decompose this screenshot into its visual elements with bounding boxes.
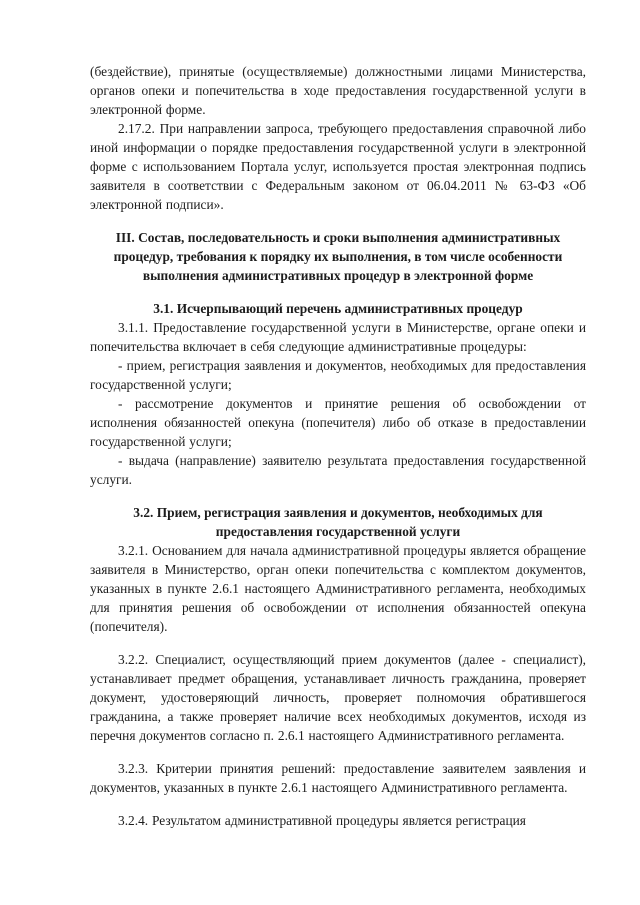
list-item-3: - выдача (направление) заявителю результата предоставления государственной услуги.: [90, 453, 586, 487]
paragraph-3-2-2: 3.2.2. Специалист, осуществляющий прием документов (далее - специалист), устанавливает предмет обращения, устанавливает личность гражданина, проверяет документ, удостоверяющий личность, проверяет полномочия обратившегося гражданина, а также проверяет наличие всех необходимых документов, исходя из перечня документов согласно п. 2.6.1 настоящего Административного регламента.: [90, 652, 586, 743]
paragraph-3-2-3: 3.2.3. Критерии принятия решений: предоставление заявителем заявления и документов, указанных в пункте 2.6.1 настоящего Административного регламента.: [90, 761, 586, 795]
section-heading-3: III. Состав, последовательность и сроки выполнения административных процедур, требования к порядку их выполнения, в том числе особенности выполнения административных процедур в электронной форме: [113, 230, 563, 283]
spacer: [90, 745, 586, 759]
heading-3-1: 3.1. Исчерпывающий перечень административных процедур: [153, 301, 523, 316]
paragraph-continuation: (бездействие), принятые (осуществляемые) должностными лицами Министерства, органов опеки и попечительства в ходе предоставления государственной услуги в электронной форме.: [90, 64, 586, 117]
paragraph-2-17-2: 2.17.2. При направлении запроса, требующего предоставления справочной либо иной информации о порядке предоставления государственной услуги в электронной форме с использованием Портала услуг, используется простая электронная подпись заявителя в соответствии с Федеральным законом от 06.04.2011 № 63-ФЗ «Об электронной подписи».: [90, 121, 586, 212]
paragraph-3-1-1: 3.1.1. Предоставление государственной услуги в Министерстве, органе опеки и попечительства включает в себя следующие административные процедуры:: [90, 320, 586, 354]
list-item-1: - прием, регистрация заявления и документов, необходимых для предоставления государственной услуги;: [90, 358, 586, 392]
list-item-2: - рассмотрение документов и принятие решения об освобождении от исполнения обязанностей опекуна (попечителя) либо об отказе в предоставлении государственной услуги;: [90, 396, 586, 449]
spacer: [90, 636, 586, 650]
paragraph-3-2-1: 3.2.1. Основанием для начала административной процедуры является обращение заявителя в Министерство, орган опеки попечительства с комплектом документов, указанных в пункте 2.6.1 настоящего Административного регламента, необходимых для принятия решения об освобождении от исполнения обязанностей опекуна (попечителя).: [90, 543, 586, 634]
heading-3-2: 3.2. Прием, регистрация заявления и документов, необходимых для предоставления государственной услуги: [133, 505, 543, 539]
paragraph-3-2-4: 3.2.4. Результатом административной процедуры является регистрация: [118, 813, 526, 828]
spacer: [90, 797, 586, 811]
